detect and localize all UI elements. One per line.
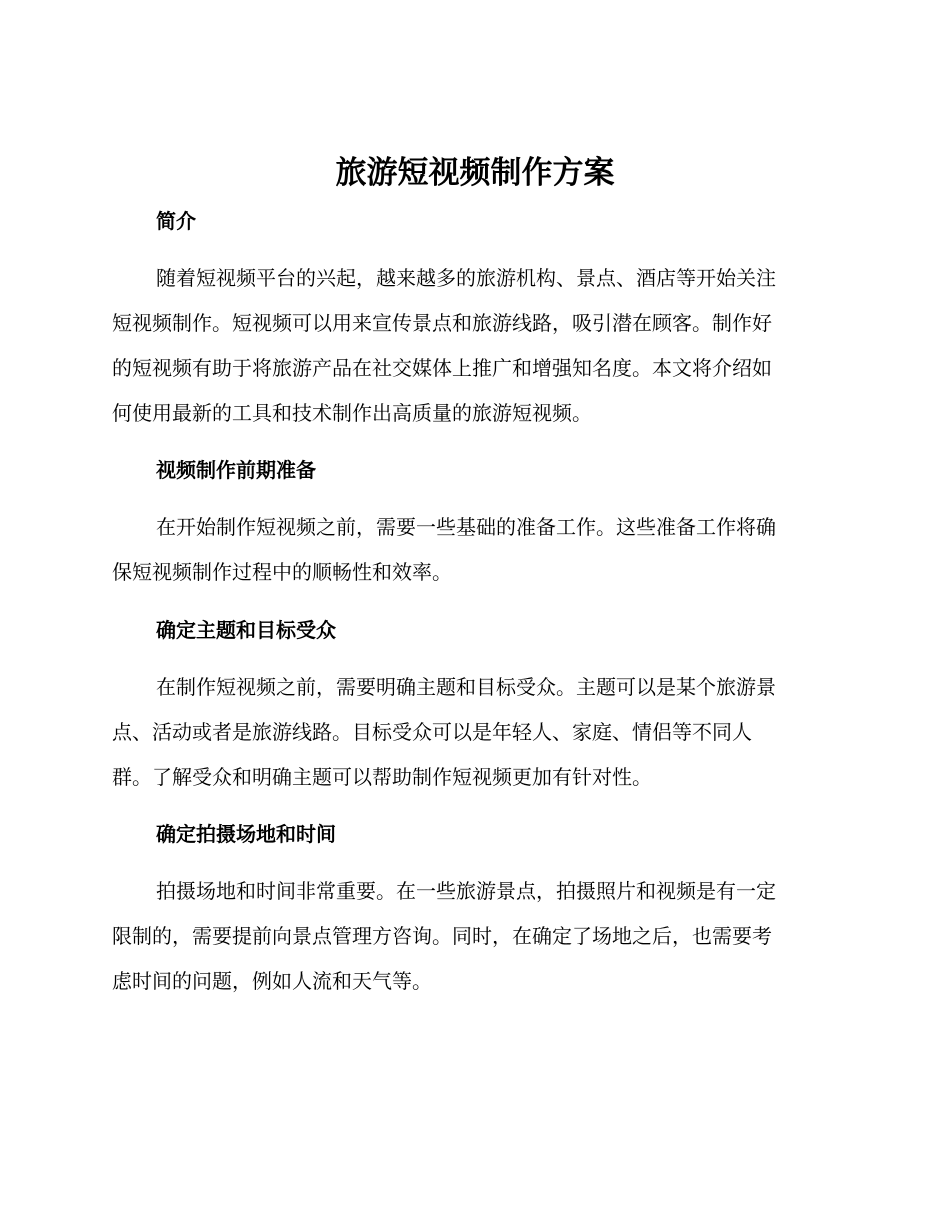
paragraph-line: 拍摄场地和时间非常重要。在一些旅游景点，拍摄照片和视频是有一定 (156, 879, 776, 903)
section-heading-location-time: 确定拍摄场地和时间 (156, 822, 336, 846)
paragraph-line: 在制作短视频之前，需要明确主题和目标受众。主题可以是某个旅游景 (156, 675, 776, 699)
paragraph-line: 保短视频制作过程中的顺畅性和效率。 (112, 560, 452, 584)
paragraph-line: 的短视频有助于将旅游产品在社交媒体上推广和增强知名度。本文将介绍如 (112, 356, 772, 380)
paragraph-line: 虑时间的问题，例如人流和天气等。 (112, 969, 432, 993)
paragraph-line: 限制的，需要提前向景点管理方咨询。同时，在确定了场地之后，也需要考 (112, 924, 772, 948)
paragraph-line: 短视频制作。短视频可以用来宣传景点和旅游线路，吸引潜在顾客。制作好 (112, 311, 772, 335)
document-title: 旅游短视频制作方案 (335, 155, 615, 191)
paragraph-line: 随着短视频平台的兴起，越来越多的旅游机构、景点、酒店等开始关注 (156, 266, 776, 290)
paragraph-line: 何使用最新的工具和技术制作出高质量的旅游短视频。 (112, 401, 592, 425)
paragraph-line: 在开始制作短视频之前，需要一些基础的准备工作。这些准备工作将确 (156, 515, 776, 539)
section-heading-intro: 简介 (156, 209, 196, 233)
paragraph-line: 点、活动或者是旅游线路。目标受众可以是年轻人、家庭、情侣等不同人 (112, 720, 752, 744)
section-heading-preparation: 视频制作前期准备 (156, 458, 316, 482)
section-heading-theme-audience: 确定主题和目标受众 (156, 618, 336, 642)
paragraph-line: 群。了解受众和明确主题可以帮助制作短视频更加有针对性。 (112, 765, 652, 789)
